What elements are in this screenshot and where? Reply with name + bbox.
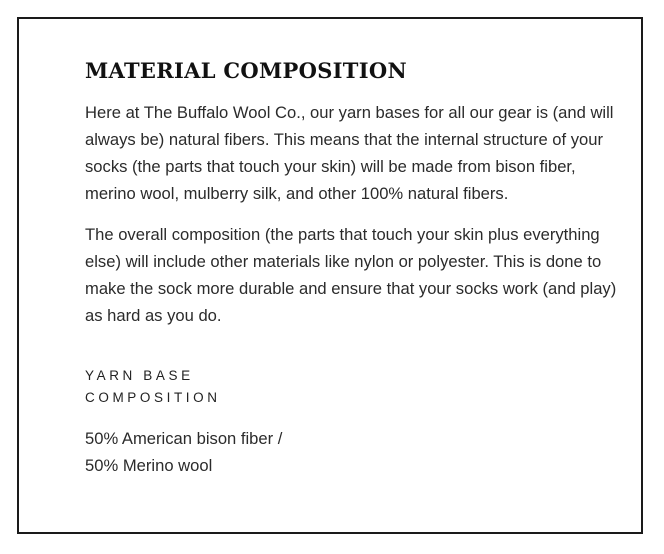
yarn-composition-value (85, 425, 625, 479)
yarn-composition-line1: 50% American bison fiber / (85, 429, 283, 448)
panel-content (85, 57, 625, 479)
yarn-base-heading-line1: YARN BASE (85, 368, 194, 383)
section-title: MATERIAL COMPOSITION (85, 58, 407, 83)
material-composition-panel (17, 17, 643, 534)
yarn-composition-line2: 50% Merino wool (85, 456, 213, 475)
intro-paragraph: Here at The Buffalo Wool Co., our yarn bases for all our gear is (and will always be) natural fibers. This means that the internal structure of your socks (the parts that touch your skin) will be made from bison fiber, merino wool, mulberry silk, and other 100% natural fibers. (85, 103, 614, 203)
overall-composition-paragraph: The overall composition (the parts that touch your skin plus everything else) will include other materials like nylon or polyester. This is done to make the sock more durable and ensure that your socks work (and play) as hard as you do. (85, 225, 617, 325)
yarn-base-heading (85, 365, 625, 409)
yarn-base-heading-line2: COMPOSITION (85, 390, 221, 405)
